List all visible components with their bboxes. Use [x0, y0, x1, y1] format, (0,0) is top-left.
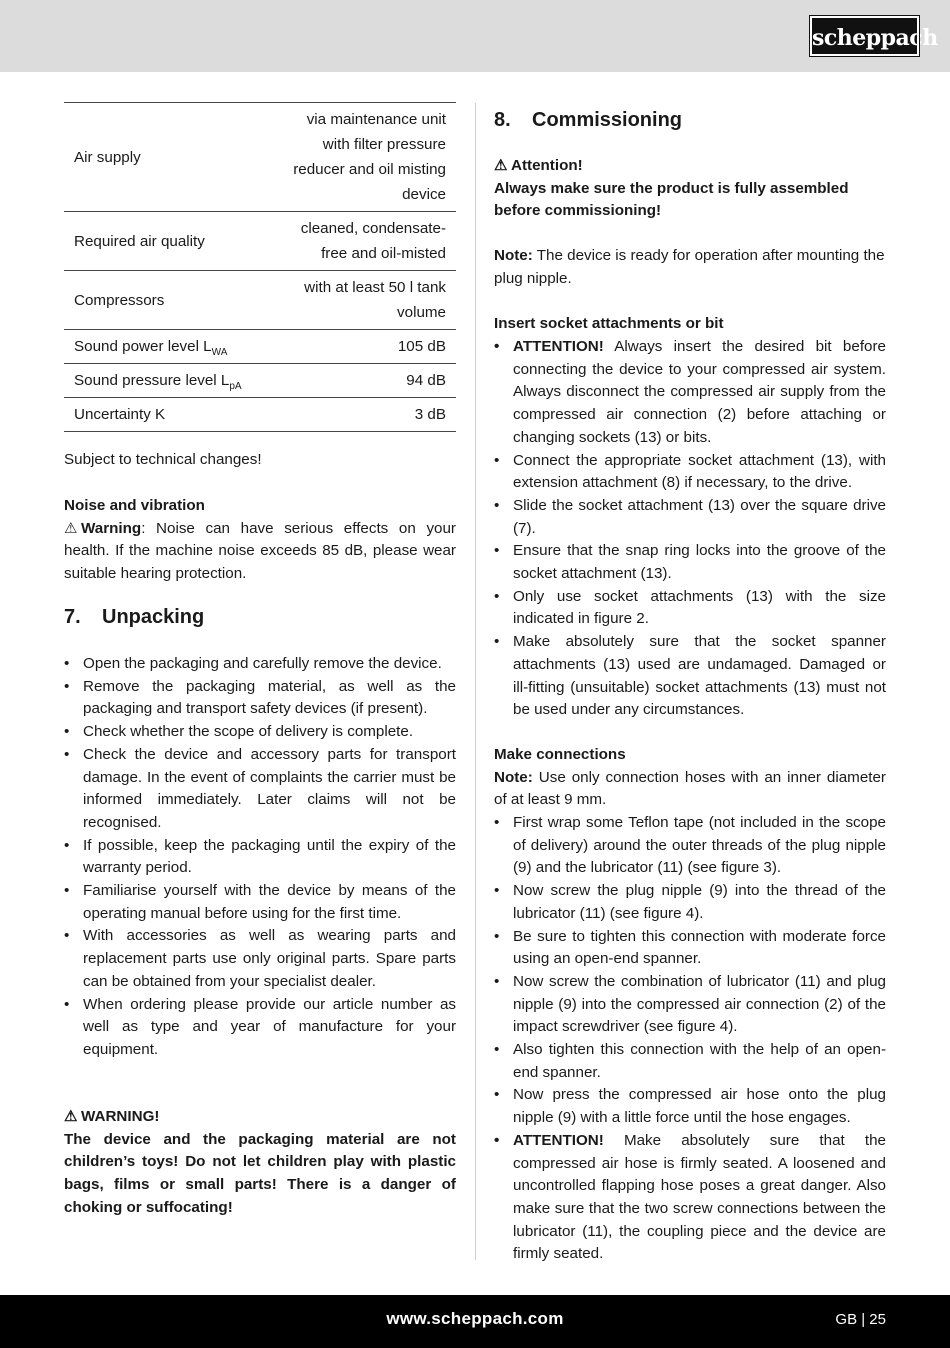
list-item: • Slide the socket attachment (13) over the square drive (7). — [494, 495, 886, 540]
row-label: Air supply — [64, 103, 268, 212]
row-label: Uncertainty K — [64, 398, 268, 432]
connections-section — [494, 744, 886, 812]
table-row — [64, 271, 456, 330]
row-value: cleaned, condensate- free and oil-misted — [268, 212, 456, 271]
header-bar — [0, 0, 950, 72]
socket-heading: Insert socket attachments or bit — [494, 315, 724, 332]
row-value: with at least 50 l tank volume — [268, 271, 456, 330]
noise-heading: Noise and vibration — [64, 497, 205, 514]
noise-warning-text: ⚠ Warning: Noise can have serious effects on your health. If the machine noise exceeds 85 dB, please wear suitable hearing protection. — [64, 519, 456, 583]
table-row — [64, 398, 456, 432]
column-divider — [475, 103, 476, 1260]
list-item: • When ordering please provide our article number as well as type and year of manufacture for your equipment. — [64, 994, 456, 1062]
unpacking-list — [64, 653, 456, 1062]
row-label: Sound power level $L_{WA}$ — [64, 330, 268, 364]
page-number: GB | 25 — [835, 1311, 886, 1328]
connections-heading: Make connections — [494, 746, 626, 763]
list-item: • If possible, keep the packaging until the expiry of the warranty period. — [64, 835, 456, 880]
row-value: 105 dB — [268, 330, 456, 364]
noise-section — [64, 495, 456, 586]
attention-heading: Attention! — [511, 157, 583, 174]
list-item: • Also tighten this connection with the help of an open-end spanner. — [494, 1039, 886, 1084]
attention-text: Always make sure the product is fully assembled before commissioning! — [494, 179, 849, 220]
table-row — [64, 330, 456, 364]
list-item: • Ensure that the snap ring locks into the groove of the socket attachment (13). — [494, 540, 886, 585]
table-row — [64, 212, 456, 271]
list-item: • Open the packaging and carefully remove the device. — [64, 653, 456, 676]
row-label: Compressors — [64, 271, 268, 330]
website-link[interactable]: www.scheppach.com — [386, 1309, 564, 1328]
row-value: 3 dB — [268, 398, 456, 432]
note-block — [494, 245, 886, 290]
list-item: • With accessories as well as wearing parts and replacement parts use only original parts. Spare parts can be obtained from your specialist dealer. — [64, 925, 456, 993]
row-label: Required air quality — [64, 212, 268, 271]
list-item: • Check whether the scope of delivery is complete. — [64, 721, 456, 744]
row-value: via maintenance unit with filter pressure reducer and oil misting device — [268, 103, 456, 212]
attention-block — [494, 155, 886, 223]
list-item: • Now screw the plug nipple (9) into the thread of the lubricator (11) (see figure 4). — [494, 880, 886, 925]
row-label: Sound pressure level $L_{pA}$ — [64, 364, 268, 398]
list-item: • Now press the compressed air hose onto the plug nipple (9) with a little force until the hose engages. — [494, 1084, 886, 1129]
note-label: Note: — [494, 247, 533, 264]
list-item: • Connect the appropriate socket attachment (13), with extension attachment (8) if necessary, to the drive. — [494, 450, 886, 495]
connections-note: Note: Use only connection hoses with an inner diameter of at least 9 mm. — [494, 768, 886, 809]
list-item: • Familiarise yourself with the device by means of the operating manual before using for the first time. — [64, 880, 456, 925]
note-text: The device is ready for operation after mounting the plug nipple. — [494, 247, 885, 287]
list-item: • ATTENTION! Make absolutely sure that the compressed air hose is firmly seated. A loosened and uncontrolled flapping hose poses a great danger. Also make sure that the two screw connections between the lubricator (11), the coupling piece and the device are firmly seated. — [494, 1130, 886, 1266]
warning-icon: ⚠ — [64, 1108, 78, 1125]
list-item: • Now screw the combination of lubricator (11) and plug nipple (9) into the compressed air connection (2) of the impact screwdriver (see figure 4). — [494, 971, 886, 1039]
connections-list — [494, 812, 886, 1266]
list-item: • First wrap some Teflon tape (not included in the scope of delivery) around the outer threads of the plug nipple (9) and the lubricator (11) (see figure 3). — [494, 812, 886, 880]
list-item: • Only use socket attachments (13) with the size indicated in figure 2. — [494, 586, 886, 631]
warning-icon: ⚠ — [494, 157, 508, 174]
list-item: • Be sure to tighten this connection with moderate force using an open-end spanner. — [494, 926, 886, 971]
brand-logo: scheppach — [810, 16, 919, 56]
section-title-commissioning: 8. Commissioning — [494, 109, 683, 131]
technical-data-table — [64, 102, 456, 432]
children-warning — [64, 1106, 456, 1220]
socket-list — [494, 336, 886, 722]
table-row — [64, 364, 456, 398]
tech-changes-note: Subject to technical changes! — [64, 451, 262, 468]
footer-bar — [0, 1295, 950, 1348]
list-item: • ATTENTION! Always insert the desired bit before connecting the device to your compressed air system. Always disconnect the compressed air supply from the compressed air connection (2) before attaching or changing sockets (13) or bits. — [494, 336, 886, 450]
list-item: • Make absolutely sure that the socket spanner attachments (13) used are undamaged. Damaged or ill-fitting (unsuitable) socket attachments (13) must not be used under any circumstances. — [494, 631, 886, 722]
list-item: • Check the device and accessory parts for transport damage. In the event of complaints the carrier must be informed immediately. Later claims will not be recognised. — [64, 744, 456, 835]
row-value: 94 dB — [268, 364, 456, 398]
warning-icon: ⚠ — [64, 519, 78, 537]
list-item: • Remove the packaging material, as well as the packaging and transport safety devices (if present). — [64, 676, 456, 721]
warning-text: The device and the packaging material are not children’s toys! Do not let children play with plastic bags, films or small parts! There is a danger of choking or suffocating! — [64, 1130, 456, 1216]
table-row — [64, 103, 456, 212]
section-title-unpacking: 7. Unpacking — [64, 606, 205, 628]
warning-heading: WARNING! — [81, 1108, 160, 1125]
